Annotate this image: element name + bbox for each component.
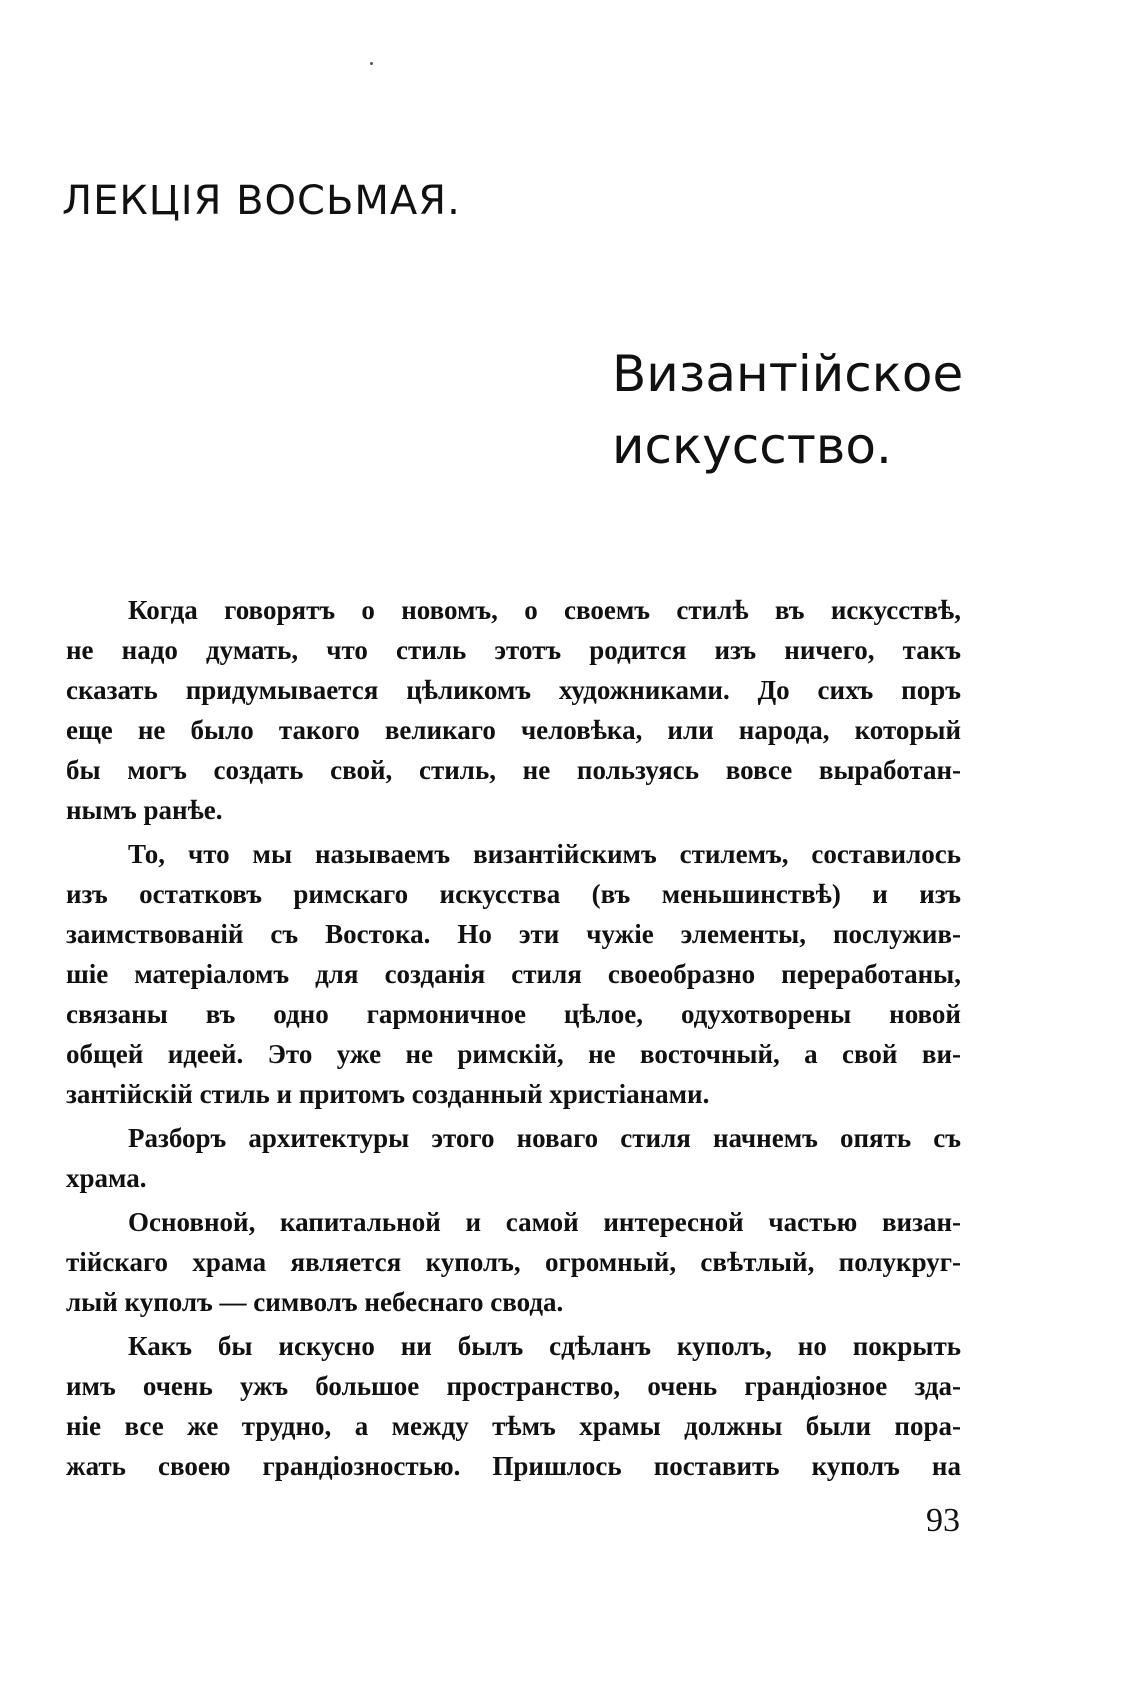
text-line: лый куполъ — символъ небеснаго свода. <box>66 1287 564 1317</box>
text-line: зантійскій стиль и притомъ созданный христіанами. <box>66 1079 710 1109</box>
text-line: Разборъ архитектуры этого новаго стиля начнемъ опять съ <box>128 1123 961 1153</box>
paragraph <box>66 1326 961 1486</box>
text-line: храма. <box>66 1163 147 1193</box>
scan-speck <box>370 62 373 65</box>
page-number: 93 <box>926 1502 960 1539</box>
body-text <box>66 590 961 1490</box>
text-line: Когда говорятъ о новомъ, о своемъ стилѣ въ искусствѣ, <box>128 595 961 625</box>
text-line: шіе матеріаломъ для созданія стиля своеобразно переработаны, <box>66 959 961 989</box>
chapter-title <box>612 338 963 482</box>
text-line: Основной, капитальной и самой интересной частью визан- <box>128 1207 961 1237</box>
paragraph <box>66 1202 961 1322</box>
text-line: жать своею грандіозностью. Пришлось поставить куполъ на <box>66 1451 961 1481</box>
text-line: ніе все же трудно, а между тѣмъ храмы должны были пора- <box>66 1411 961 1441</box>
text-line: заимствованій съ Востока. Но эти чужіе элементы, послужив- <box>66 919 961 949</box>
text-line: бы могъ создать свой, стиль, не пользуясь вовсе выработан- <box>66 755 961 785</box>
chapter-title-line: Византійское <box>612 345 964 403</box>
text-line: сказать придумывается цѣликомъ художниками. До сихъ поръ <box>66 675 961 705</box>
text-line: Какъ бы искусно ни былъ сдѣланъ куполъ, но покрыть <box>128 1331 961 1361</box>
text-line: имъ очень ужъ большое пространство, очень грандіозное зда- <box>66 1371 961 1401</box>
text-line: еще не было такого великаго человѣка, или народа, который <box>66 715 961 745</box>
text-line: То, что мы называемъ византійскимъ стилемъ, составилось <box>128 839 961 869</box>
paragraph <box>66 834 961 1114</box>
paragraph <box>66 1118 961 1198</box>
lecture-heading: ЛЕКЦІЯ ВОСЬМАЯ. <box>62 178 461 224</box>
text-line: нымъ ранѣе. <box>66 795 223 825</box>
text-line: связаны въ одно гармоничное цѣлое, одухотворены новой <box>66 999 961 1029</box>
text-line: изъ остатковъ римскаго искусства (въ меньшинствѣ) и изъ <box>66 879 961 909</box>
paragraph <box>66 590 961 830</box>
text-line: общей идеей. Это уже не римскій, не восточный, а свой ви- <box>66 1039 961 1069</box>
text-line: тійскаго храма является куполъ, огромный, свѣтлый, полукруг- <box>66 1247 961 1277</box>
chapter-title-line: искусство. <box>612 417 892 475</box>
text-line: не надо думать, что стиль этотъ родится изъ ничего, такъ <box>66 635 961 665</box>
